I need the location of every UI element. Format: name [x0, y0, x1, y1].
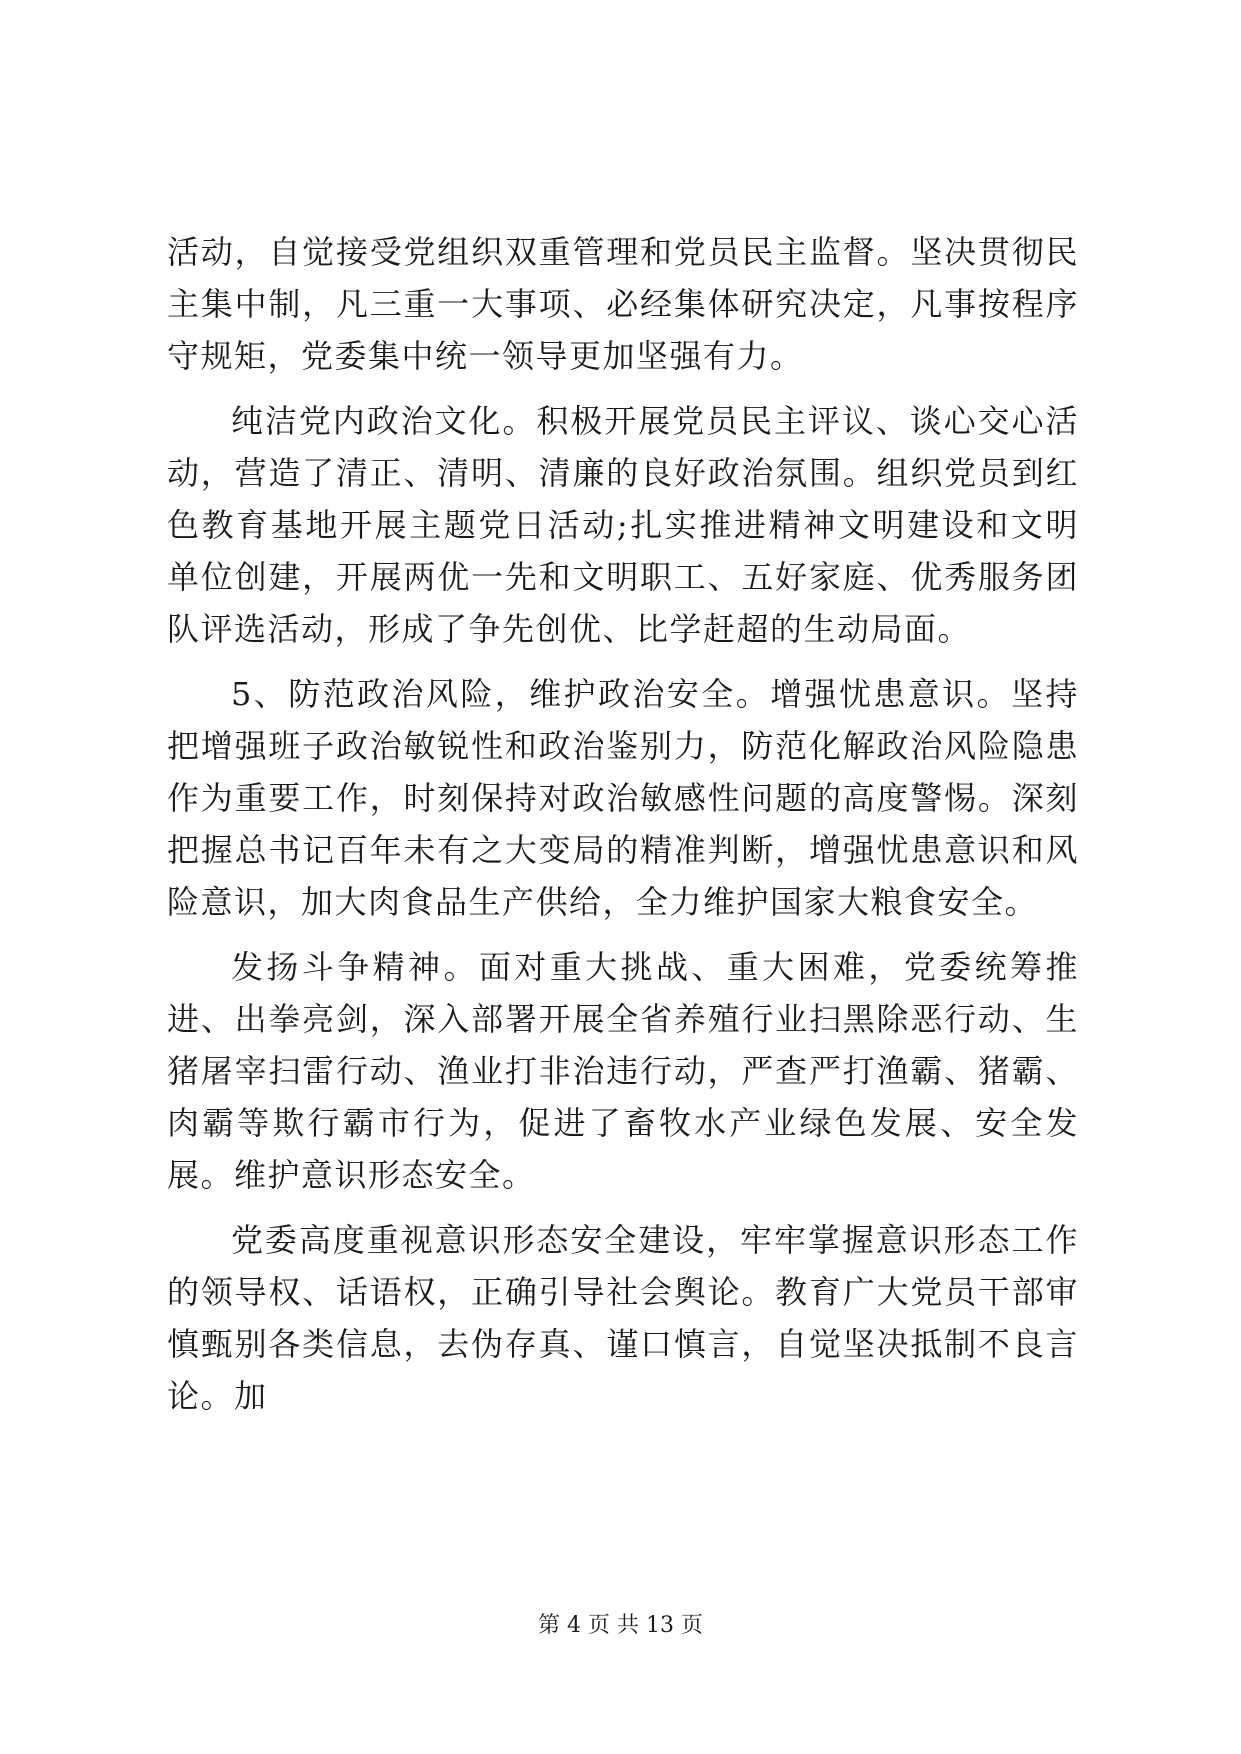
paragraph-1: 活动，自觉接受党组织双重管理和党员民主监督。坚决贯彻民主集中制，凡三重一大事项、必经集体研究决定，凡事按程序守规矩，党委集中统一领导更加坚强有力。 — [167, 233, 1079, 375]
paragraph-3: 5、防范政治风险，维护政治安全。增强忧患意识。坚持把增强班子政治敏锐性和政治鉴别力，防范化解政治风险隐患作为重要工作，时刻保持对政治敏感性问题的高度警惕。深刻把握总书记百年未有之大变局的精准判断，增强忧患意识和风险意识，加大肉食品生产供给，全力维护国家大粮食安全。 — [167, 675, 1079, 921]
document-body — [167, 226, 1079, 1435]
page-footer: 第 4 页 共 13 页 — [538, 1613, 703, 1638]
paragraph-5: 党委高度重视意识形态安全建设，牢牢掌握意识形态工作的领导权、话语权，正确引导社会舆论。教育广大党员干部审慎甄别各类信息，去伪存真、谨口慎言，自觉坚决抵制不良言论。加 — [167, 1221, 1079, 1415]
paragraph-2: 纯洁党内政治文化。积极开展党员民主评议、谈心交心活动，营造了清正、清明、清廉的良好政治氛围。组织党员到红色教育基地开展主题党日活动;扎实推进精神文明建设和文明单位创建，开展两优一先和文明职工、五好家庭、优秀服务团队评选活动，形成了争先创优、比学赶超的生动局面。 — [167, 402, 1079, 648]
paragraph-4: 发扬斗争精神。面对重大挑战、重大困难，党委统筹推进、出拳亮剑，深入部署开展全省养殖行业扫黑除恶行动、生猪屠宰扫雷行动、渔业打非治违行动，严查严打渔霸、猪霸、肉霸等欺行霸市行为，促进了畜牧水产业绿色发展、安全发展。维护意识形态安全。 — [167, 948, 1079, 1194]
